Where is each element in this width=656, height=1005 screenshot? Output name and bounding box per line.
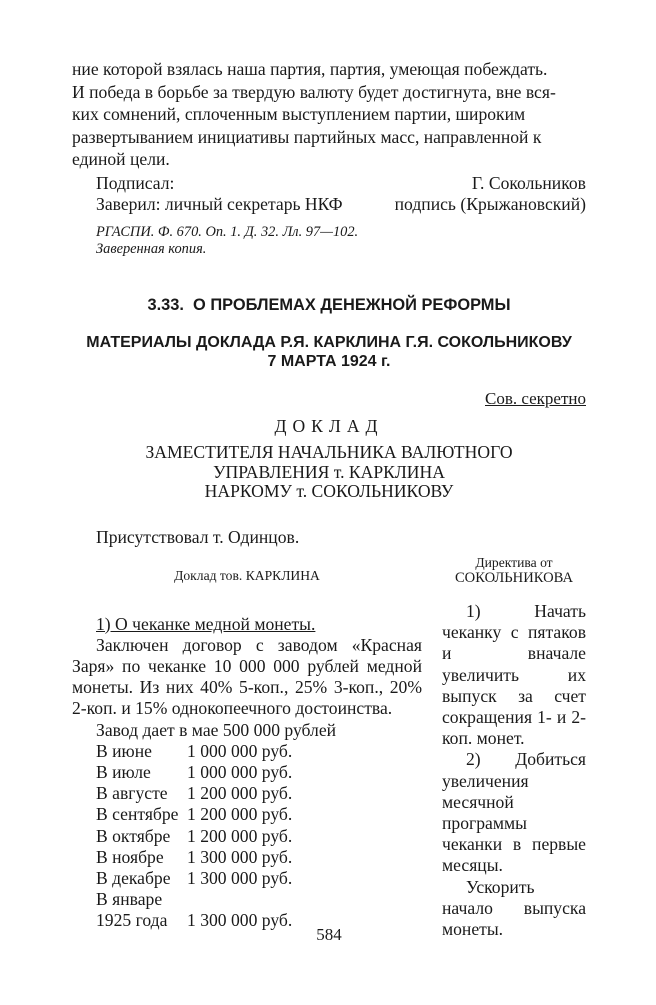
schedule-month: В сентябре bbox=[96, 804, 179, 825]
document-title: ДОКЛАД bbox=[274, 416, 384, 436]
schedule-row bbox=[72, 783, 422, 804]
report-column-header: Доклад тов. КАРКЛИНА bbox=[174, 568, 320, 583]
signed-name: Г. Сокольников bbox=[471, 173, 586, 193]
schedule-row bbox=[72, 847, 422, 868]
directive-paragraph: 2) Добиться увеличения месячной программы чеканки в первые месяцы. bbox=[442, 749, 586, 876]
schedule-amount: 1 200 000 руб. bbox=[187, 804, 293, 825]
schedule-amount: 1 300 000 руб. bbox=[187, 867, 293, 888]
schedule-row bbox=[72, 826, 422, 847]
schedule-month: В октябре bbox=[96, 825, 171, 846]
subtitle-date: 7 МАРТА 1924 г. bbox=[267, 353, 391, 370]
section-subtitle bbox=[72, 333, 586, 371]
report-column-body bbox=[72, 614, 422, 932]
directive-header-line: Директива от bbox=[475, 555, 553, 570]
directive-column-header bbox=[442, 556, 586, 585]
directive-paragraph: Ускорить начало выпуска монеты. bbox=[442, 876, 586, 940]
classification-stamp: Сов. секретно bbox=[485, 389, 586, 408]
report-column bbox=[72, 560, 422, 932]
schedule-intro: Завод дает в мае 500 000 рублей bbox=[96, 719, 337, 740]
schedule-row bbox=[72, 741, 422, 762]
intro-line: ких сомнений, сплоченным выступлением партии, широким bbox=[72, 104, 526, 125]
contract-paragraph: Заключен договор с заводом «Красная Заря» по чеканке 10 000 000 рублей медной монеты. Из них 40% 5-коп., 25% 3-коп., 20% 2-коп. и 15% однокопеечного достоинства. bbox=[72, 634, 422, 719]
document-subtitle bbox=[72, 443, 586, 502]
schedule-month: 1925 года bbox=[96, 910, 168, 931]
certified-row bbox=[96, 194, 586, 215]
schedule-row bbox=[72, 804, 422, 825]
directive-column bbox=[442, 556, 586, 940]
intro-line: единой цели. bbox=[72, 149, 170, 170]
certified-name: подпись (Крыжановский) bbox=[394, 194, 586, 214]
schedule-month: В июне bbox=[96, 740, 152, 761]
certified-label: Заверил: личный секретарь НКФ bbox=[96, 194, 343, 214]
document-subtitle-line: НАРКОМУ т. СОКОЛЬНИКОВУ bbox=[204, 481, 454, 501]
schedule-month: В июле bbox=[96, 761, 151, 782]
schedule-amount: 1 000 000 руб. bbox=[187, 761, 293, 782]
archive-reference: РГАСПИ. Ф. 670. Оп. 1. Д. 32. Лл. 97—102. bbox=[96, 224, 359, 240]
schedule-month: В январе bbox=[96, 889, 163, 910]
schedule-month: В декабре bbox=[96, 867, 171, 888]
page-number: 584 bbox=[316, 925, 342, 944]
schedule-month: В ноябре bbox=[96, 846, 164, 867]
intro-paragraph bbox=[72, 58, 586, 171]
signed-label: Подписал: bbox=[96, 173, 175, 193]
schedule-amount: 1 000 000 руб. bbox=[187, 740, 293, 761]
intro-line: ние которой взялась наша партия, партия, умеющая побеждать. bbox=[72, 59, 548, 79]
archive-source bbox=[96, 224, 358, 258]
directive-header-name: СОКОЛЬНИКОВА bbox=[454, 569, 574, 586]
item-title: 1) О чеканке медной монеты. bbox=[96, 613, 316, 634]
signed-row bbox=[96, 173, 586, 194]
directive-column-body bbox=[442, 601, 586, 940]
subtitle-line: МАТЕРИАЛЫ ДОКЛАДА Р.Я. КАРКЛИНА Г.Я. СОКОЛЬНИКОВУ bbox=[86, 334, 572, 351]
copy-note: Заверенная копия. bbox=[96, 241, 207, 257]
document-subtitle-line: ЗАМЕСТИТЕЛЯ НАЧАЛЬНИКА ВАЛЮТНОГО bbox=[145, 442, 513, 462]
schedule-amount: 1 300 000 руб. bbox=[187, 846, 293, 867]
schedule-amount: 1 300 000 руб. bbox=[187, 910, 293, 931]
schedule-month: В августе bbox=[96, 783, 168, 804]
schedule-row bbox=[72, 868, 422, 889]
schedule-row bbox=[72, 889, 422, 910]
document-subtitle-line: УПРАВЛЕНИЯ т. КАРКЛИНА bbox=[213, 461, 445, 482]
minting-schedule bbox=[72, 741, 422, 932]
schedule-amount: 1 200 000 руб. bbox=[187, 783, 293, 804]
intro-line: И победа в борьбе за твердую валюту будет достигнута, вне вся- bbox=[72, 81, 556, 102]
schedule-row bbox=[72, 762, 422, 783]
directive-paragraph: 1) Начать чеканку с пятаков и вначале увеличить их выпуск за счет сокращения 1- и 2-коп. монет. bbox=[442, 601, 586, 749]
schedule-amount: 1 200 000 руб. bbox=[187, 825, 293, 846]
section-title: 3.33. О ПРОБЛЕМАХ ДЕНЕЖНОЙ РЕФОРМЫ bbox=[147, 296, 511, 314]
attendance-note: Присутствовал т. Одинцов. bbox=[96, 527, 300, 547]
signature-block bbox=[96, 173, 586, 215]
intro-line: развертыванием инициативы партийных масс, направленной к bbox=[72, 126, 542, 147]
